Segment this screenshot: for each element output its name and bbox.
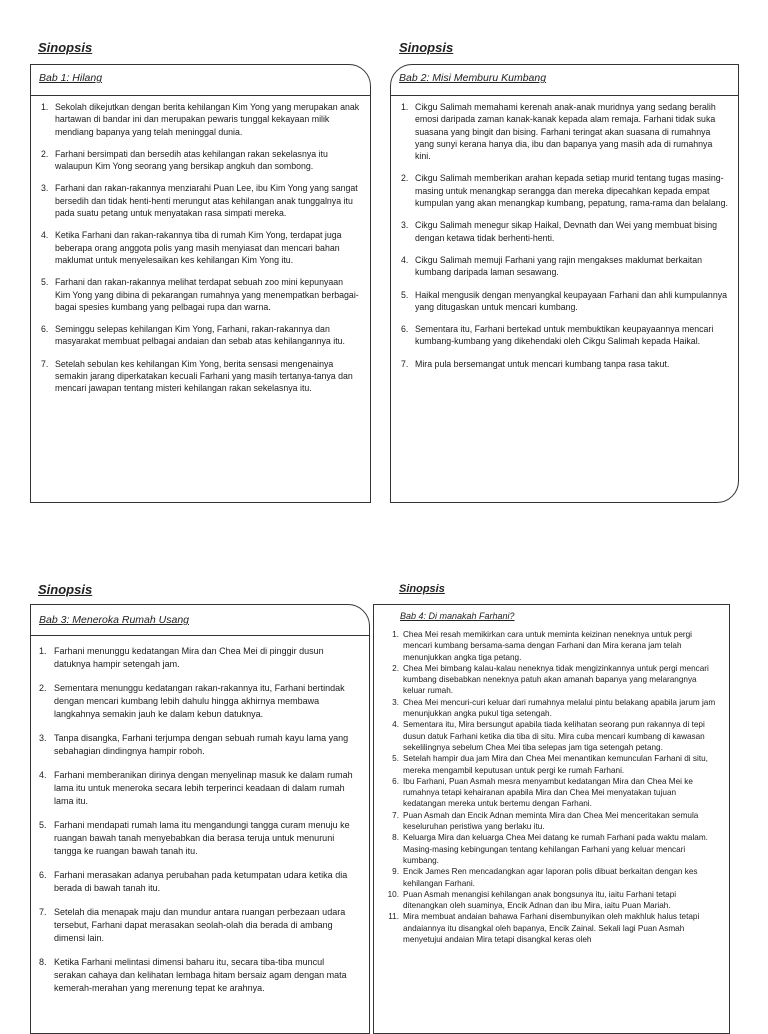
- list-item: [39, 682, 357, 721]
- bab2-list: [401, 101, 728, 380]
- list-item-text: Farhani dan rakan-rakannya menziarahi Puan Lee, ibu Kim Yong yang sangat bersedih dan tidak henti-henti merungut atas kehilangan anak tunggalnya itu pada suatu petang untuk menyatakan rasa simpati mereka.: [55, 183, 358, 219]
- list-item-text: Puan Asmah dan Encik Adnan meminta Mira dan Chea Mei menceritakan semula keseluruhan peristiwa yang berlaku itu.: [403, 810, 699, 832]
- list-item: [382, 810, 721, 833]
- list-item: [39, 645, 357, 671]
- list-item-text: Farhani mendapati rumah lama itu mengandungi tangga curam menuju ke ruangan bawah tanah menyebabkan dia berasa teruja untuk menuruni tangga ke ruangan bawah tanah itu.: [54, 820, 350, 856]
- list-item-text: Haikal mengusik dengan menyangkal keupayaan Farhani dan ahli kumpulannya yang ditugaskan untuk mencari kumbang.: [415, 289, 728, 312]
- bab3-panel: [30, 604, 370, 1034]
- list-item-number: 3.: [41, 183, 49, 194]
- list-item: [401, 172, 728, 209]
- list-item-text: Puan Asmah menangisi kehilangan anak bongsunya itu, iaitu Farhani tetapi ditenangkan oleh suaminya, Encik Adnan dan ibu Mira, iaitu Puan Mariah.: [403, 889, 677, 911]
- list-item-text: Sekolah dikejutkan dengan berita kehilangan Kim Yong yang merupakan anak hartawan di bandar ini dan merupakan pewaris tunggal kekayaan milik mendiang bapanya yang telah meninggal dunia.: [55, 102, 360, 137]
- list-item-number: 6.: [41, 324, 49, 335]
- list-item-number: 7.: [392, 810, 399, 820]
- list-item-number: 6.: [39, 870, 47, 880]
- list-item-text: Cikgu Salimah menegur sikap Haikal, Devnath dan Wei yang membuat bising dengan ketawa tidak berhenti-henti.: [415, 220, 718, 243]
- list-item-text: Farhani dan rakan-rakannya melihat terdapat sebuah zoo mini kepunyaan Kim Yong yang dibina di pekarangan rumahnya yang menempatkan berbagai-bagai spesies kumbang yang pelbagai rupa dan warna.: [55, 277, 359, 312]
- list-item-number: 3.: [401, 220, 409, 231]
- list-item-text: Seminggu selepas kehilangan Kim Yong, Farhani, rakan-rakannya dan masyarakat membuat pelbagai andaian dan sebab atas kehilangannya itu.: [55, 324, 346, 347]
- list-item: [401, 254, 728, 279]
- list-item: [401, 358, 728, 370]
- list-item-number: 7.: [39, 907, 47, 917]
- list-item-number: 8.: [392, 833, 399, 843]
- list-item: [41, 101, 360, 138]
- list-item: [382, 889, 721, 912]
- list-item-number: 7.: [401, 358, 409, 369]
- list-item: [39, 769, 357, 808]
- list-item: [382, 629, 721, 663]
- list-item-text: Farhani memberanikan dirinya dengan menyelinap masuk ke dalam rumah lama itu untuk meneroka secara lebih terperinci keadaan di dalam rumah lama itu.: [54, 770, 353, 806]
- list-item: [401, 219, 728, 244]
- bab1-list: [41, 101, 360, 405]
- bab4-title: Bab 4: Di manakah Farhani?: [400, 611, 515, 621]
- bab4-list: [382, 629, 721, 945]
- list-item: [41, 358, 360, 395]
- list-item-text: Ketika Farhani dan rakan-rakannya tiba di rumah Kim Yong, terdapat juga beberapa orang anggota polis yang masih menyiasat dan mencari bahan maklumat untuk menyelesaikan kes kehilangan Kim Yong itu.: [55, 230, 342, 265]
- list-item: [401, 101, 728, 162]
- list-item-number: 8.: [39, 957, 47, 967]
- list-item-number: 5.: [41, 277, 49, 288]
- list-item-text: Cikgu Salimah memahami kerenah anak-anak muridnya yang sedang beralih emosi daripada zaman kanak-kanak kepada alam remaja. Farhani tidak suka suasana yang bingit dan bising. Farhani teringat akan suasana di rumahnya yang sunyi kerana hanya dia, ibu dan bapanya yang masih ada di rumahnya kini.: [415, 102, 716, 162]
- bab3-title: Bab 3: Meneroka Rumah Usang: [39, 614, 189, 626]
- list-item-text: Sementara itu, Farhani bertekad untuk membuktikan keupayaannya mencari kumbang-kumbang yang dikehendaki oleh Cikgu Salimah kepada Haikal.: [415, 324, 714, 347]
- list-item-number: 4.: [39, 770, 47, 780]
- list-item: [382, 719, 721, 753]
- list-item: [41, 229, 360, 266]
- list-item: [382, 663, 721, 697]
- list-item-number: 2.: [41, 148, 49, 159]
- list-item-number: 4.: [392, 720, 399, 730]
- list-item-number: 7.: [41, 358, 49, 369]
- bab4-panel: [373, 604, 730, 1034]
- sinopsis-heading-4: Sinopsis: [399, 583, 445, 595]
- list-item-text: Farhani bersimpati dan bersedih atas kehilangan rakan sekelasnya itu walaupun Kim Yong seorang yang bersikap angkuh dan sombong.: [55, 148, 328, 172]
- list-item: [382, 911, 721, 945]
- list-item-text: Ketika Farhani melintasi dimensi baharu itu, secara tiba-tiba muncul serakan cahaya dan kelihatan lembaga hitam bersaiz agam dengan mata kemerah-merahan yang merenung tepat ke arahnya.: [54, 957, 347, 993]
- list-item: [382, 753, 721, 776]
- list-item-number: 6.: [401, 324, 409, 335]
- list-item-number: 5.: [392, 754, 399, 764]
- list-item-number: 6.: [392, 776, 399, 786]
- list-item-text: Cikgu Salimah memberikan arahan kepada setiap murid tentang tugas masing-masing untuk menangkap serangga dan mereka dipecahkan kepada empat kumpulan yang akan menangkap kumbang, pepatung, rama-rama dan belalang.: [415, 173, 728, 209]
- list-item-number: 11.: [388, 912, 399, 922]
- list-item: [401, 289, 728, 314]
- list-item: [39, 906, 357, 945]
- list-item-number: 2.: [392, 663, 399, 673]
- list-item-text: Chea Mei mencuri-curi keluar dari rumahnya melalui pintu belakang apabila jarum jam menunjukkan angka pukul tiga setengah.: [403, 697, 716, 719]
- list-item-number: 10.: [387, 889, 399, 899]
- list-item-number: 2.: [39, 683, 47, 693]
- list-item-number: 5.: [401, 289, 409, 300]
- list-item: [39, 732, 357, 758]
- bab2-panel: [390, 64, 739, 503]
- sinopsis-heading-1: Sinopsis: [38, 40, 93, 55]
- bab3-list: [39, 645, 357, 1006]
- list-item-text: Setelah dia menapak maju dan mundur antara ruangan perbezaan udara tersebut, Farhani dapat merasakan seolah-olah dia berada di ambang dimensi lain.: [54, 907, 346, 943]
- list-item-text: Chea Mei bimbang kalau-kalau neneknya tidak mengizinkannya untuk pergi mencari kumbang disebabkan neneknya patuh akan amanah bapanya yang melarangnya keluar rumah.: [403, 663, 709, 696]
- list-item-number: 3.: [392, 697, 399, 707]
- list-item: [382, 832, 721, 866]
- list-item-number: 3.: [39, 733, 47, 743]
- list-item: [41, 276, 360, 313]
- list-item-text: Encik James Ren mencadangkan agar laporan polis dibuat berkaitan dengan kes kehilangan Farhani.: [403, 867, 698, 888]
- bab3-divider: [31, 635, 369, 642]
- list-item-number: 1.: [401, 102, 409, 112]
- bab2-title: Bab 2: Misi Memburu Kumbang: [399, 72, 547, 84]
- list-item-number: 2.: [401, 173, 409, 184]
- list-item-text: Farhani merasakan adanya perubahan pada ketumpatan udara ketika dia berada di bawah tanah itu.: [54, 870, 348, 893]
- list-item: [382, 776, 721, 810]
- list-item-text: Cikgu Salimah memuji Farhani yang rajin mengakses maklumat berkaitan kumbang daripada laman sesawang.: [415, 254, 703, 278]
- list-item-text: Sementara itu, Mira bersungut apabila tiada kelihatan seorang pun rakannya di tepi dusun datuk Farhani ketika dia tiba di situ. Mira cuba mencari kumbang di kawasan sekelilingnya sebelum Chea Mei tiba selepas jam tiga setengah petang.: [403, 720, 705, 752]
- list-item: [41, 148, 360, 173]
- list-item-text: Sementara menunggu kedatangan rakan-rakannya itu, Farhani bertindak dengan mencari kumbang lebih dahulu hingga akhirnya membawa langkahnya semakin jauh ke dalam kebun datuknya.: [54, 683, 345, 719]
- list-item-text: Keluarga Mira dan keluarga Chea Mei datang ke rumah Farhani pada waktu malam. Masing-masing kebingungan tentang kehilangan Farhani yang keluar mencari kumbang.: [403, 833, 708, 865]
- list-item: [41, 323, 360, 348]
- list-item-text: Tanpa disangka, Farhani terjumpa dengan sebuah rumah kayu lama yang sebahagian dindingnya hampir roboh.: [54, 733, 349, 756]
- list-item-text: Setelah hampir dua jam Mira dan Chea Mei menantikan kemunculan Farhani di situ, mereka mengambil keputusan untuk pergi ke rumah Farhani.: [403, 754, 708, 775]
- bab1-title: Bab 1: Hilang: [39, 72, 103, 84]
- list-item-number: 4.: [401, 254, 409, 265]
- list-item: [39, 819, 357, 858]
- list-item-number: 1.: [392, 630, 399, 639]
- list-item-text: Farhani menunggu kedatangan Mira dan Chea Mei di pinggir dusun datuknya hampir setengah jam.: [54, 646, 324, 669]
- list-item: [41, 182, 360, 219]
- list-item-number: 9.: [392, 867, 399, 877]
- list-item: [39, 869, 357, 895]
- list-item: [39, 956, 357, 995]
- list-item-text: Mira membuat andaian bahawa Farhani disembunyikan oleh makhluk halus tetapi andaiannya itu disangkal oleh bapanya, Encik Zainal. Sekali lagi Puan Asmah menyetujui andaian Mira tetapi disangkal keras oleh: [403, 912, 700, 945]
- list-item-number: 1.: [41, 102, 49, 112]
- list-item-number: 4.: [41, 230, 49, 241]
- list-item-text: Setelah sebulan kes kehilangan Kim Yong, berita sensasi mengenainya semakin jarang diperkatakan kecuali Farhani yang masih tertanya-tanya dan mencari jawapan tentang misteri kehilangan rakan sekelasnya itu.: [55, 358, 353, 394]
- list-item-number: 1.: [39, 646, 47, 656]
- sinopsis-heading-2: Sinopsis: [399, 40, 454, 55]
- list-item: [401, 323, 728, 348]
- list-item: [382, 866, 721, 889]
- list-item-text: Chea Mei resah memikirkan cara untuk meminta keizinan neneknya untuk pergi mencari kumbang bersama-sama dengan Farhani dan Mira kerana jam telah menunjukkan angka tiga petang.: [403, 630, 692, 662]
- list-item: [382, 697, 721, 720]
- bab1-panel: [30, 64, 371, 503]
- list-item-text: Mira pula bersemangat untuk mencari kumbang tanpa rasa takut.: [415, 358, 670, 369]
- list-item-number: 5.: [39, 820, 47, 830]
- sinopsis-heading-3: Sinopsis: [38, 582, 93, 597]
- list-item-text: Ibu Farhani, Puan Asmah mesra menyambut kedatangan Mira dan Chea Mei ke rumahnya tetapi kehairanan apabila Mira dan Chea Mei menyatakan tujuan kedatangan mereka untuk bertemu dengan Farhani.: [403, 776, 693, 809]
